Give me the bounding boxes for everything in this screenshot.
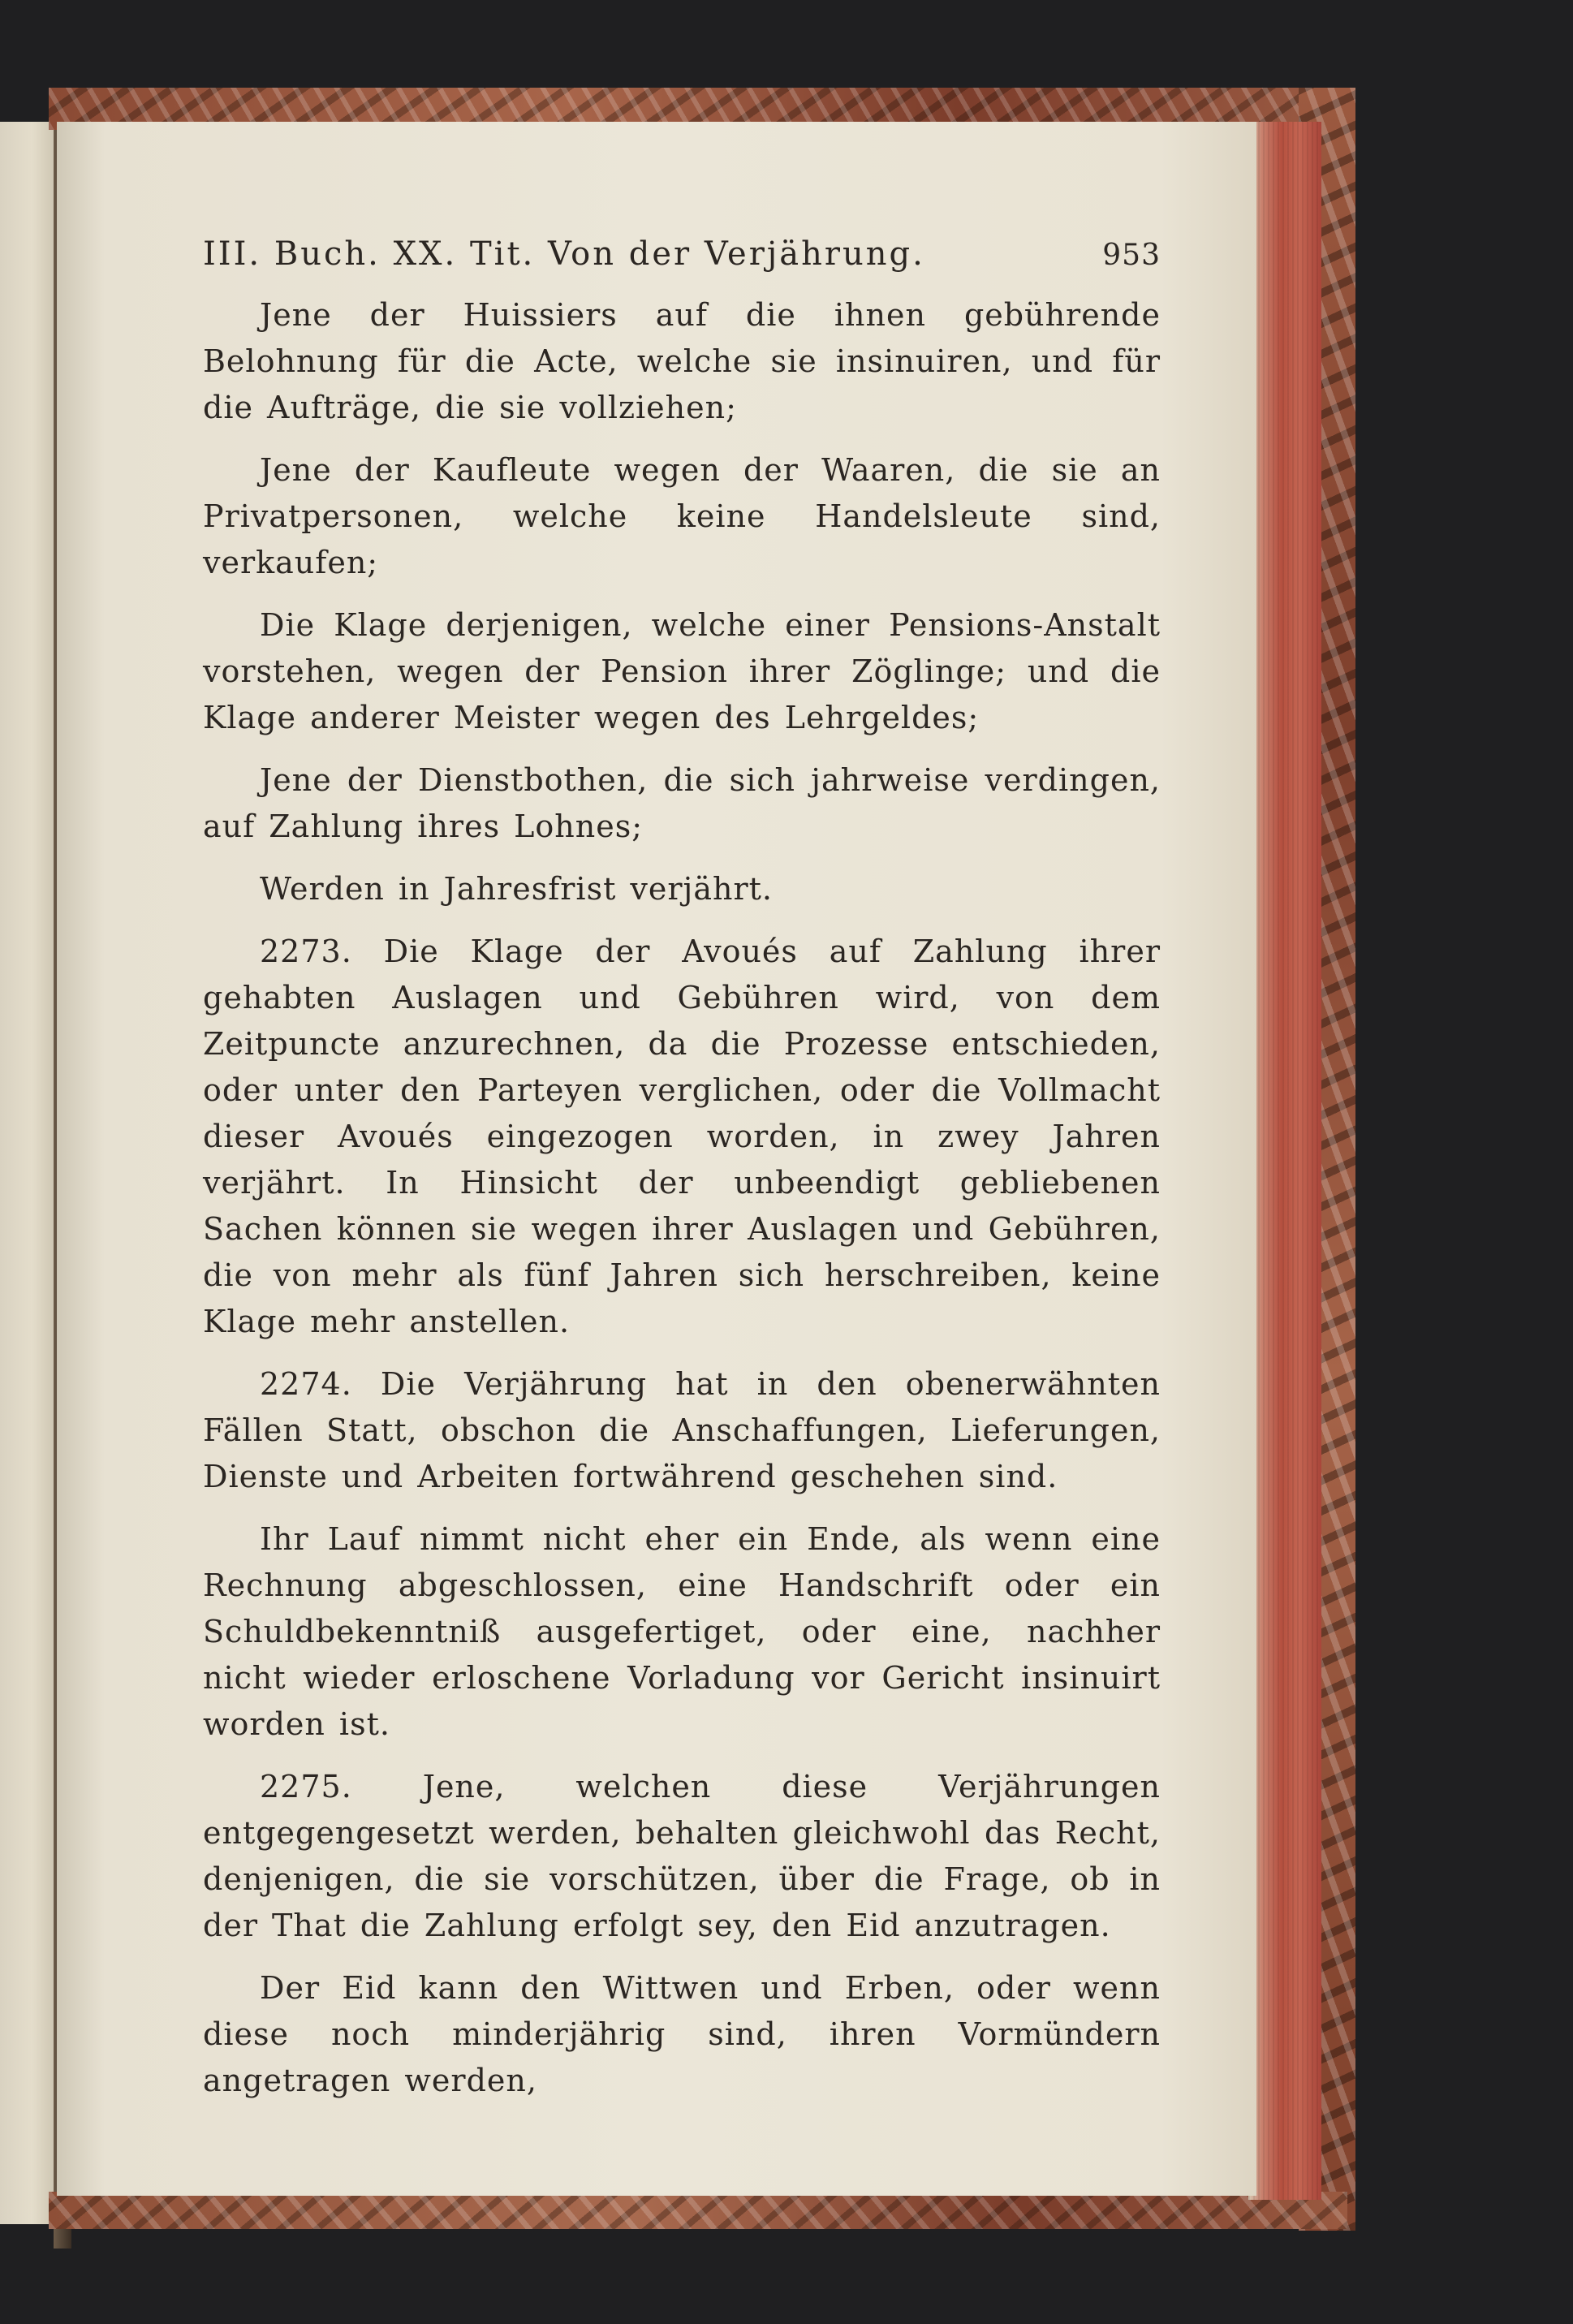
paragraph: Die Klage derjenigen, welche einer Pensions-Anstalt vorstehen, wegen der Pension ihrer Zöglinge; und die Klage anderer Meister wegen des Lehrgeldes;: [203, 607, 1161, 735]
paragraph-2275: 2275. Jene, welchen diese Verjährungen entgegengesetzt werden, behalten gleichwohl das Recht, denjenigen, die sie vorschützen, über die Frage, ob in der That die Zahlung erfolgt sey, den Eid anzutragen.: [203, 1769, 1161, 1943]
paragraph: Der Eid kann den Wittwen und Erben, oder wenn diese noch minderjährig sind, ihren Vormündern angetragen werden,: [203, 1970, 1161, 2098]
paragraph: Jene der Dienstbothen, die sich jahrweise verdingen, auf Zahlung ihres Lohnes;: [203, 762, 1161, 844]
marbled-edge-bottom: [49, 2192, 1347, 2229]
paragraph: Werden in Jahresfrist verjährt.: [260, 871, 773, 907]
page-text: [203, 235, 1161, 2120]
page-number: 953: [1102, 239, 1161, 272]
running-header: [203, 235, 1161, 274]
paragraph: Jene der Huissiers auf die ihnen gebührende Belohnung für die Acte, welche sie insinuiren, und für die Aufträge, die sie vollziehen;: [203, 297, 1161, 425]
paragraph-2274: 2274. Die Verjährung hat in den obenerwähnten Fällen Statt, obschon die Anschaffungen, Lieferungen, Dienste und Arbeiten fortwährend geschehen sind.: [203, 1366, 1161, 1494]
paragraph: Jene der Kaufleute wegen der Waaren, die sie an Privatpersonen, welche keine Handelsleute sind, verkaufen;: [203, 452, 1161, 580]
left-page-edge: [0, 122, 54, 2224]
running-title: III. Buch. XX. Tit. Von der Verjährung.: [203, 235, 925, 273]
book-page: [57, 122, 1256, 2196]
paragraph: Ihr Lauf nimmt nicht eher ein Ende, als wenn eine Rechnung abgeschlossen, eine Handschrift oder ein Schuldbekenntniß ausgefertiget, oder eine, nachher nicht wieder erloschene Vorladung vor Gericht insinuirt worden ist.: [203, 1521, 1161, 1742]
red-page-edge: [1248, 122, 1321, 2200]
paragraph-2273: 2273. Die Klage der Avoués auf Zahlung ihrer gehabten Auslagen und Gebühren wird, von dem Zeitpuncte anzurechnen, da die Prozesse entschieden, oder unter den Parteyen verglichen, oder die Vollmacht dieser Avoués eingezogen worden, in zwey Jahren verjährt. In Hinsicht der unbeendigt gebliebenen Sachen können sie wegen ihrer Auslagen und Gebühren, die von mehr als fünf Jahren sich herschreiben, keine Klage mehr anstellen.: [203, 933, 1161, 1339]
